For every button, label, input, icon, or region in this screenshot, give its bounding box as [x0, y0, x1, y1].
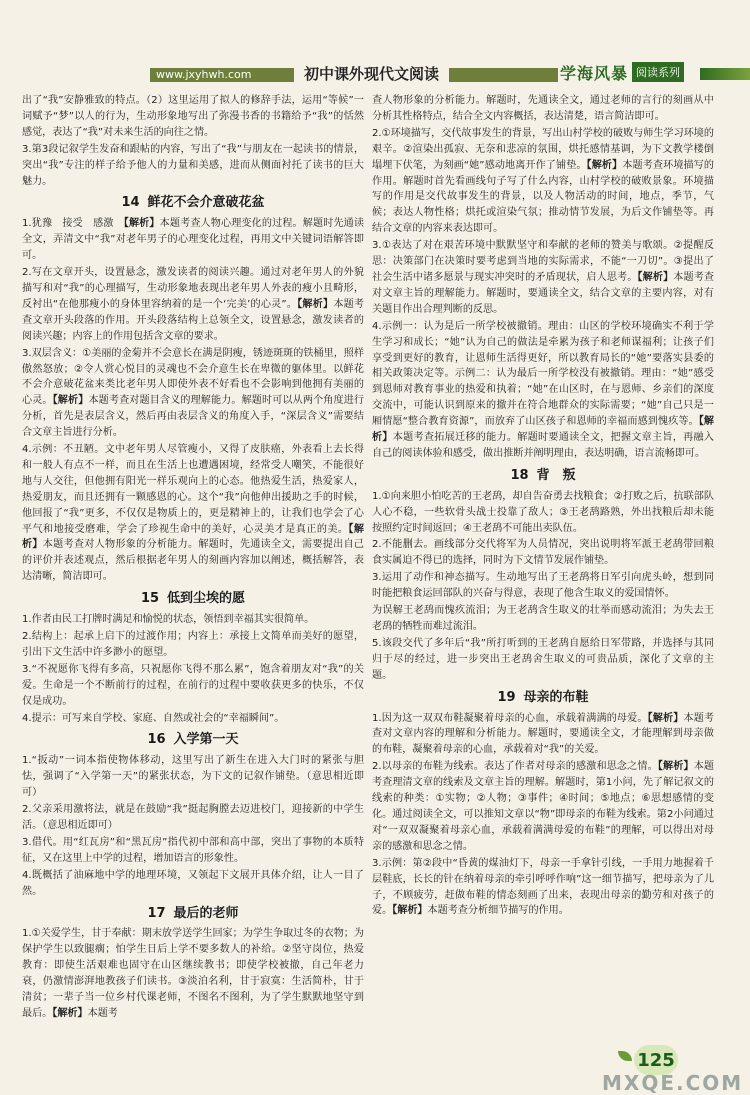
section-heading: [22, 195, 364, 211]
section-heading: [22, 591, 364, 607]
answer-paragraph: 5.该段交代了多年后“我”所打听到的王老鸹自愿给日军带路，并选择与其同归于尽的经过，进一步突出王老鸹舍生取义的可贵品质，深化了文章的主题。: [372, 637, 714, 681]
answer-paragraph: 1.作者由民工打牌时满足和愉悦的状态，领悟到幸福其实很简单。: [22, 614, 315, 626]
section-number: 19: [497, 689, 516, 705]
answer-paragraph: 2.①环境描写，交代故事发生的背景，写出山村学校的破败与师生学习环境的艰辛。②渲染出孤寂、无奈和悲凉的氛围，烘托感情基调，为下文教学楼倒塌埋下伏笔，为刻画“她”感动地离开作了铺垫。【解析】本题考查环境描写的作用。解题时首先看画线句子写了什么内容，山村学校的破败景象。环境描写的作用是交代故事发生的背景，以及人物活动的时间，地点，季节，气候；表达人物性格；烘托或渲染气氛；推动情节发展，为后文作铺垫等。再结合文章的内容来表达即可。: [372, 127, 715, 235]
answer-paragraph: 4.示例：不丑陋。文中老年男人尽管瘦小，又得了皮肤癌，外表看上去长得和一般人有点不一样，而且在生活上也遭遇困境，经常受人嘲笑，不能很好地与人交往，但他拥有阳光一样乐观向上的心态。他热爱生活，热爱家人，热爱朋友，而且还拥有一颗感恩的心。这个“我”向他伸出援助之手的时候，他回报了“我”更多，不仅仅是物质上的，更是精神上的，让我们也学会了心平气和地接受磨难，学会了珍视生命中的美好，心灵美才是真正的美。【解析】本题考查对人物形象的分析能力。解题时，先通读全文，需要提出自己的评价并表述观点，然后根据老年男人的刻画内容加以阐述，概括解答，表达清晰，简洁即可。: [22, 444, 365, 583]
analysis-tag: 【解析】: [52, 395, 89, 407]
section-title: 背 叛: [536, 467, 576, 483]
section-heading: [372, 690, 714, 706]
answer-paragraph: 4.提示：可写来自学校、家庭、自然或社会的“幸福瞬间”。: [22, 712, 285, 724]
header-url: www.jxyhwh.com: [156, 68, 252, 81]
section-title: 鲜花不会介意破花盆: [147, 195, 265, 211]
leaf-icon: [618, 1051, 632, 1061]
analysis-tag: 【解析】: [297, 298, 334, 310]
analysis-tag: 【解析】: [637, 271, 674, 283]
section-title: 入学第一天: [173, 732, 239, 748]
answer-paragraph: 出了“我”安静雅致的特点。（2）这里运用了拟人的修辞手法，运用“等候”一词赋予“梦”以人的行为，生动形象地写出了弥漫书香的书籍给予“我”的恬然感觉，表达了“我”对未来生活的向往之情。: [22, 95, 364, 138]
section-heading: [22, 906, 364, 922]
analysis-tag: 【解析】: [22, 523, 364, 551]
analysis-tag: 【解析】: [123, 218, 160, 230]
answer-paragraph: 1.“扳动”一词本指使物体移动，这里写出了新生在进入大门时的紧张与胆怯，强调了“入学第一天”的紧张状态，为下文的记叙作铺垫。（意思相近即可）: [22, 755, 364, 799]
answer-paragraph: 3.①表达了对在艰苦环境中默默坚守和奉献的老师的赞美与歌颂。②提醒反思：决策部门在决策时要考虑到当地的实际需求，不能“一刀切”。③提出了社会生活中诸多愿景与现实冲突时的矛盾现状，启人思考。【解析】本题考查对文章主旨的理解能力。解题时，要通读全文，结合文章的主要内容，对有关题目作出合理判断的反思。: [372, 240, 715, 315]
page-number: 125: [634, 1045, 678, 1075]
analysis-tag: 【解析】: [392, 905, 428, 917]
answer-paragraph: 2.写在文章开头，设置悬念，激发读者的阅读兴趣。通过对老年男人的外貌描写和对“我”的心理描写，生动形象地表现出老年男人外表的瘦小且畸形，反衬出“在他那瘦小的身体里容纳着的是一个‘完美’的心灵”。【解析】本题考查文章开头段落的作用。开头段落结构上总领全文，设置悬念，激发读者的阅读兴趣；内容上的作用包括含文章的要求。: [22, 267, 365, 342]
answer-paragraph: 查人物形象的分析能力。解题时，先通读全文，通过老师的言行的刻画从中分析其性格特点，结合全文内容概括，表达清楚，语言简洁即可。: [372, 95, 714, 122]
answer-paragraph: 3.第3段记叙学生发奋和跟帖的内容，写出了“我”与朋友在一起读书的情景，突出“我”专注的样子给予他人的力量和美感，进而从侧面衬托了读书的巨大魅力。: [22, 143, 364, 187]
brand-logo-text: 学海风暴: [560, 63, 629, 83]
analysis-tag: 【解析】: [586, 159, 623, 171]
section-title: 最后的老师: [173, 905, 239, 921]
section-title: 低到尘埃的愿: [167, 591, 246, 607]
section-heading: [22, 732, 364, 748]
analysis-tag: 【解析】: [647, 712, 684, 724]
section-number: 16: [147, 732, 166, 748]
left-column: [22, 93, 364, 1023]
answer-paragraph: 4.示例一：认为是后一所学校被撤销。理由：山区的学校环境确实不利于学生学习和成长；“她”认为自己的做法是牵累为孩子和老师谋福利；让孩子们享受到更好的教育，让恩师生活得更好，所以教育局长的“她”要落实县委的相关政策决定等。示例二：认为最后一所学校没有被撤销。理由：“她”感受到恩师对教育事业的热爱和执着；“她”在山区时，在与恩师、乡亲们的深度交流中，可能认识到原来的撤并在符合地群众的实际需要；“她”自己只是一厢情愿“整合教育资源”，而放弃了山区孩子和恩师的幸福而感到愧疚等。【解析】本题考查拓展迁移的能力。解题时要通读全文，把握文章主旨，再融入自己的阅读体验和感受，做出推断并阐明理由，表达明确，语言流畅即可。: [372, 320, 715, 459]
answer-paragraph: 3.示例：第②段中“昏黄的煤油灯下，母亲一手拿针引线，一手用力地握着千层鞋底，长长的针在纳着母亲的牵引呼呼作响”这一细节描写，把母亲为了儿子，不顾疲劳，赶做布鞋的情态刻画了出来，表现出母亲的勤劳和对孩子的爱。【解析】本题考查分析细节描写的作用。: [372, 857, 714, 917]
analysis-tag: 【解析】: [657, 761, 694, 773]
section-number: 18: [510, 467, 529, 483]
right-column: [372, 93, 714, 920]
section-number: 15: [140, 591, 160, 607]
page-header: [0, 0, 750, 88]
answer-paragraph: 2.结构上：起承上启下的过渡作用；内容上：承接上文简单而美好的愿望，引出下文生活中许多渺小的愿望。: [22, 631, 364, 658]
answer-paragraph: 1.犹豫 接受 感激 【解析】本题考查人物心理变化的过程。解题时先通读全文，弄清文中“我”对老年男子的心理变化过程，再用文中关键词语解答即可。: [22, 218, 364, 262]
page-footer: [598, 1045, 750, 1095]
section-heading: [372, 468, 714, 484]
answer-paragraph: 3.运用了动作和神态描写。生动地写出了王老鸹将日军引向虎头岭，想到同时能把粮食运回部队的兴奋与得意，表现了他含生取义的爱国情怀。: [372, 572, 714, 600]
answer-paragraph: 4.既概括了油麻地中学的地理环境，又领起下文展开具体介绍，让人一目了然。: [22, 869, 364, 897]
answer-paragraph: 1.因为这一双双布鞋凝聚着母亲的心血，承载着满满的母爱。【解析】本题考查对文章内容的理解和分析能力。解题时，要通读全文，才能理解到母亲做的布鞋，凝聚着母亲的心血，承载着对“我”的关爱。: [372, 712, 715, 756]
answer-paragraph: 2.父亲采用激将法，就是在鼓励“我”挺起胸膛去迈进校门，迎接新的中学生活。（意思相近即可）: [22, 804, 364, 831]
answer-paragraph: 2.以母亲的布鞋为线索。表达了作者对母亲的感激和思念之情。【解析】本题考查理清文章的线索及文章主旨的理解。解题时，第1小问，先了解记叙文的线索的种类：①实物；②人物；③事件；④时间；⑤地点；⑥思想感情的变化。通过阅读全文，可以推知文章以“物”即母亲的布鞋为线索。第2小问通过对“一双双凝聚着母亲心血，承载着满满母爱的布鞋”的理解，可以得出对母亲的感激和思念之情。: [372, 761, 715, 852]
header-title: 初中课外现代文阅读: [294, 62, 449, 86]
answer-paragraph: 为误解王老鸹而愧疚流泪；为王老鸹含生取义的壮举而感动流泪；为失去王老鸹的牺牲而难过流泪。: [372, 605, 714, 632]
brand-series-label: 阅读系列: [632, 62, 684, 82]
analysis-tag: 【解析】: [372, 416, 714, 444]
analysis-tag: 【解析】: [52, 1007, 88, 1019]
brand-logo: [560, 58, 750, 86]
brand-ribbon: [700, 68, 750, 80]
answer-paragraph: 2.不能删去。画线部分交代将军为人员情况，突出说明将军派王老鸹带回粮食实属迫不得已的选择，同时为下文情节发展作铺垫。: [372, 539, 714, 567]
section-number: 17: [147, 905, 166, 921]
answer-paragraph: 1.①关爱学生，甘于奉献：期末放学送学生回家；为学生争取过冬的衣物；为保护学生以致腿瘸；怕学生日后上学不要多数人的补给。②坚守岗位，热爱教育：即使生活艰难也固守在山区继续教书；即使学校被撤，自己年老力衰，仍激情澎湃地教孩子们读书。③淡泊名利，甘于寂寞：生活简朴，甘于清贫；一辈子当一位乡村代课老师，不图名不图利，为了学生默默地坚守到最后。【解析】本题考: [22, 928, 364, 1019]
answer-paragraph: 3.借代。用“红瓦房”和“黑瓦房”指代初中部和高中部，突出了事物的本质特征，又在这里上中学的过程，增加语言的形象性。: [22, 836, 364, 864]
answer-paragraph: 3.双层含义：①美丽的金菊并不会意长在满是阴瘦，锈迹斑斑的铁桶里，照样傲然怒放；②令人赏心悦目的灵魂也不会介意生长在卑微的躯体里。以鲜花不会介意破花盆来类比老年男人即使外表不好看也不会影响到他拥有美丽的心灵。【解析】本题考查对题目含义的理解能力。解题时可以从两个角度进行分析，首先是表层含义，然后再由表层含义的角度入手，“深层含义”需要结合文章主旨进行分析。: [22, 347, 365, 439]
answer-paragraph: 3.“不祝愿你飞得有多高，只祝愿你飞得不那么累”，饱含着朋友对“我”的关爱。生命是一个不断前行的过程，在前行的过程中要收获更多的快乐，不仅仅是成功。: [22, 663, 364, 707]
section-title: 母亲的布鞋: [523, 689, 589, 705]
answer-paragraph: 1.①向来胆小怕吃苦的王老鸹，却自告奋勇去找粮食；②打败之后，抗联部队人心不稳，一些软骨头战士投靠了敌人；③王老鸹路熟，外出找粮后却未能按照约定时间返回；④王老鸹不可能出卖队伍。: [372, 490, 714, 534]
section-number: 14: [121, 195, 140, 211]
watermark: MXQE.COM: [602, 1071, 744, 1095]
